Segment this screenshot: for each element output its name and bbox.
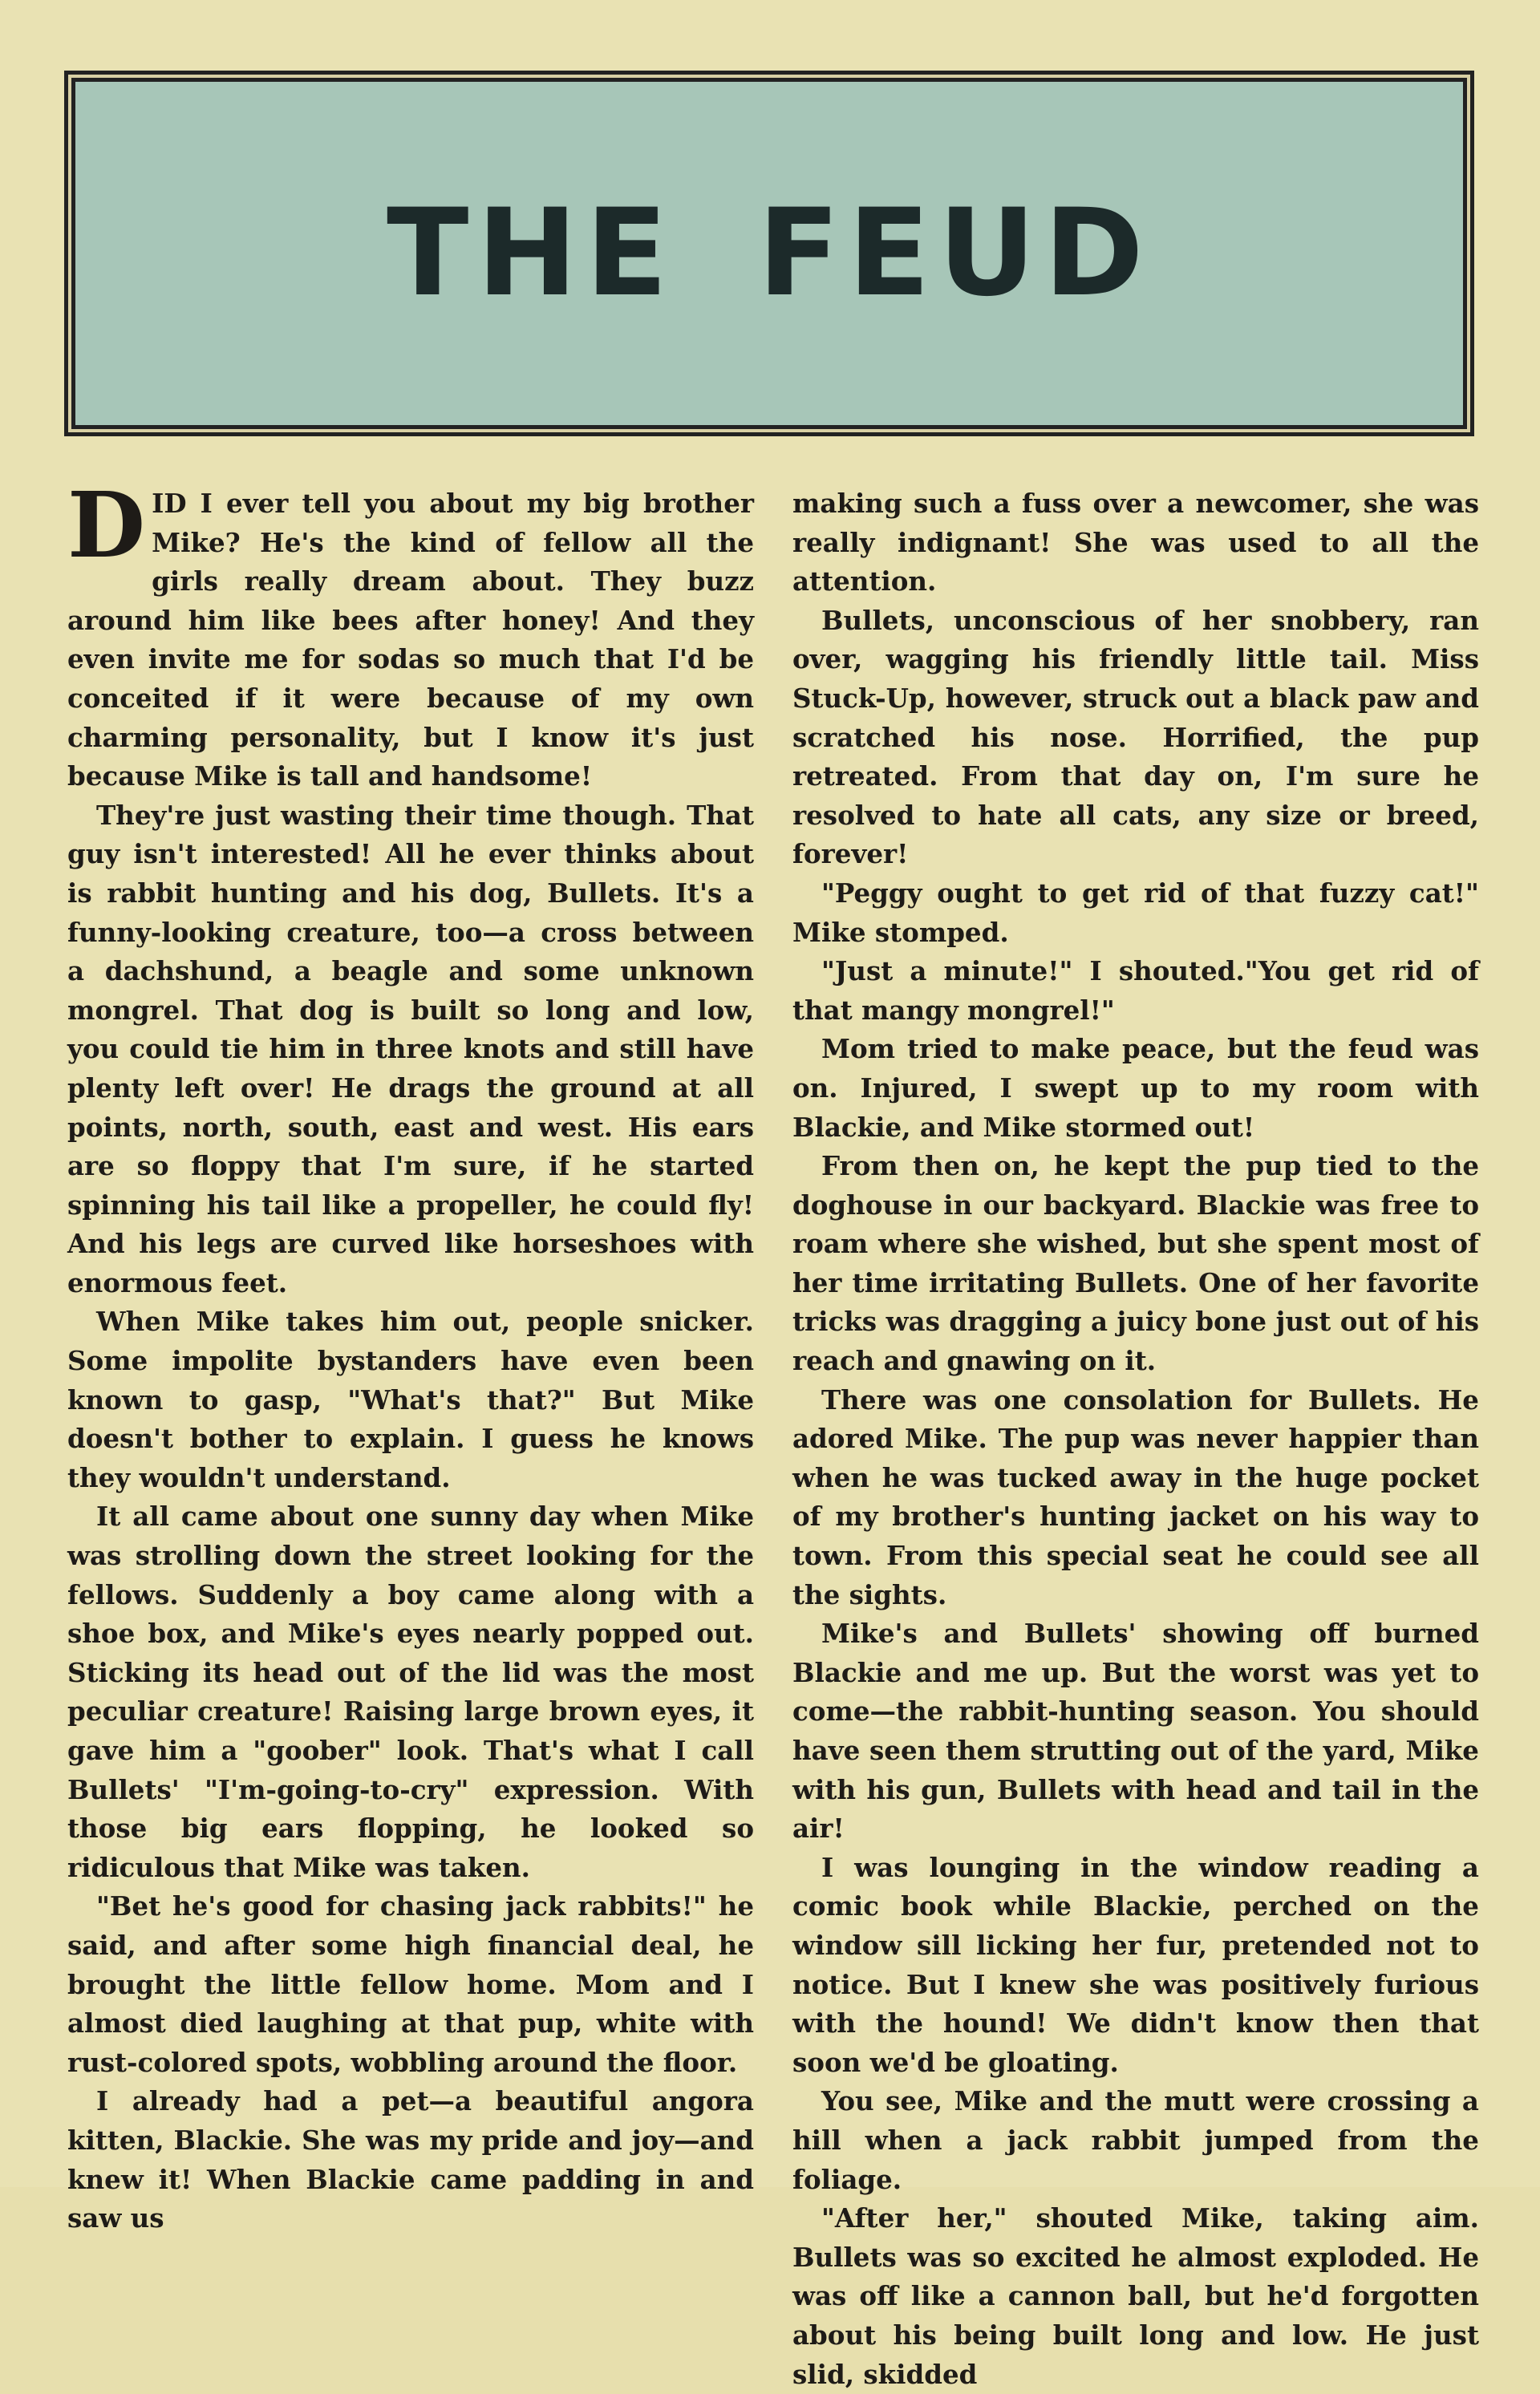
paragraph-1 [67,473,754,796]
drop-cap: D [67,473,146,578]
paragraph-6: I already had a pet—a beautiful angora kitten, Blackie. She was my pride and joy—and knew it! When Blackie came padding in and saw us [67,2085,754,2234]
paragraph-2: They're just wasting their time though. That guy isn't interested! All he ever thinks about is rabbit hunting and his dog, Bullets. It's a funny-looking creature, too—a cross between a dachshund, a beagle and some unknown mongrel. That dog is built so long and low, you could tie him in three knots and still have plenty left over! He drags the ground at all points, north, south, east and west. His ears are so floppy that I'm sure, if he started spinning his tail like a propeller, he could fly! And his legs are curved like horseshoes with enormous feet. [67,799,754,1298]
paragraph-13: There was one consolation for Bullets. He adored Mike. The pup was never happier than when he was tucked away in the huge pocket of my brother's hunting jacket on his way to town. From this special seat he could see all the sights. [792,1383,1479,1610]
left-column [67,473,754,2234]
paragraph-4: It all came about one sunny day when Mike was strolling down the street looking for the fellows. Suddenly a boy came along with a shoe box, and Mike's eyes nearly popped out. Sticking its head out of the lid was the most peculiar creature! Raising large brown eyes, it gave him a "goober" look. That's what I call Bullets' "I'm-going-to-cry" expression. With those big ears flopping, he looked so ridiculous that Mike was taken. [67,1501,754,1883]
right-column [792,484,1479,2390]
paragraph-17: "After her," shouted Mike, taking aim. Bullets was so excited he almost exploded. He was off like a cannon ball, but he'd forgotten about his being built long and low. He just slid, skidded [792,2202,1479,2390]
paragraph-5: "Bet he's good for chasing jack rabbits!" he said, and after some high financial deal, he brought the little fellow home. Mom and I almost died laughing at that pup, white with rust-colored spots, wobbling around the floor. [67,1890,754,2078]
paragraph-14: Mike's and Bullets' showing off burned Blackie and me up. But the worst was yet to come—the rabbit-hunting season. You should have seen them strutting out of the yard, Mike with his gun, Bullets with head and tail in the air! [792,1618,1479,1845]
paragraph-9: "Peggy ought to get rid of that fuzzy cat!" Mike stomped. [792,877,1479,948]
paragraph-12: From then on, he kept the pup tied to the doghouse in our backyard. Blackie was free to roam where she wished, but she spent most of her time irritating Bullets. One of her favorite tricks was dragging a juicy bone just out of his reach and gnawing on it. [792,1150,1479,1377]
paragraph-3: When Mike takes him out, people snicker. Some impolite bystanders have even been known to gasp, "What's that?" But Mike doesn't bother to explain. I guess he knows they wouldn't understand. [67,1306,754,1493]
paragraph-7: making such a fuss over a newcomer, she was really indignant! She was used to all the attention. [792,488,1479,597]
paragraph-11: Mom tried to make peace, but the feud was on. Injured, I swept up to my room with Blackie, and Mike stormed out! [792,1033,1479,1143]
paragraph-1-text: ID I ever tell you about my big brother Mike? He's the kind of fellow all the girls really dream about. They buzz around him like bees after honey! And they even invite me for sodas so much that I'd be conceited if it were because of my own charming personality, but I know it's just because Mike is tall and handsome! [67,488,754,792]
paragraph-10: "Just a minute!" I shouted."You get rid of that mangy mongrel!" [792,955,1479,1026]
paragraph-16: You see, Mike and the mutt were crossing a hill when a jack rabbit jumped from the foliage. [792,2085,1479,2195]
story-title: THE FEUD [387,184,1152,323]
paragraph-8: Bullets, unconscious of her snobbery, ran over, wagging his friendly little tail. Miss Stuck-Up, however, struck out a black paw and scratched his nose. Horrified, the pup retreated. From that day on, I'm sure he resolved to hate all cats, any size or breed, forever! [792,604,1479,870]
story-columns [67,473,1479,2390]
title-panel [64,71,1474,436]
paragraph-15: I was lounging in the window reading a comic book while Blackie, perched on the window sill licking her fur, pretended not to notice. But I knew she was positively furious with the hound! We didn't know then that soon we'd be gloating. [792,1851,1479,2078]
